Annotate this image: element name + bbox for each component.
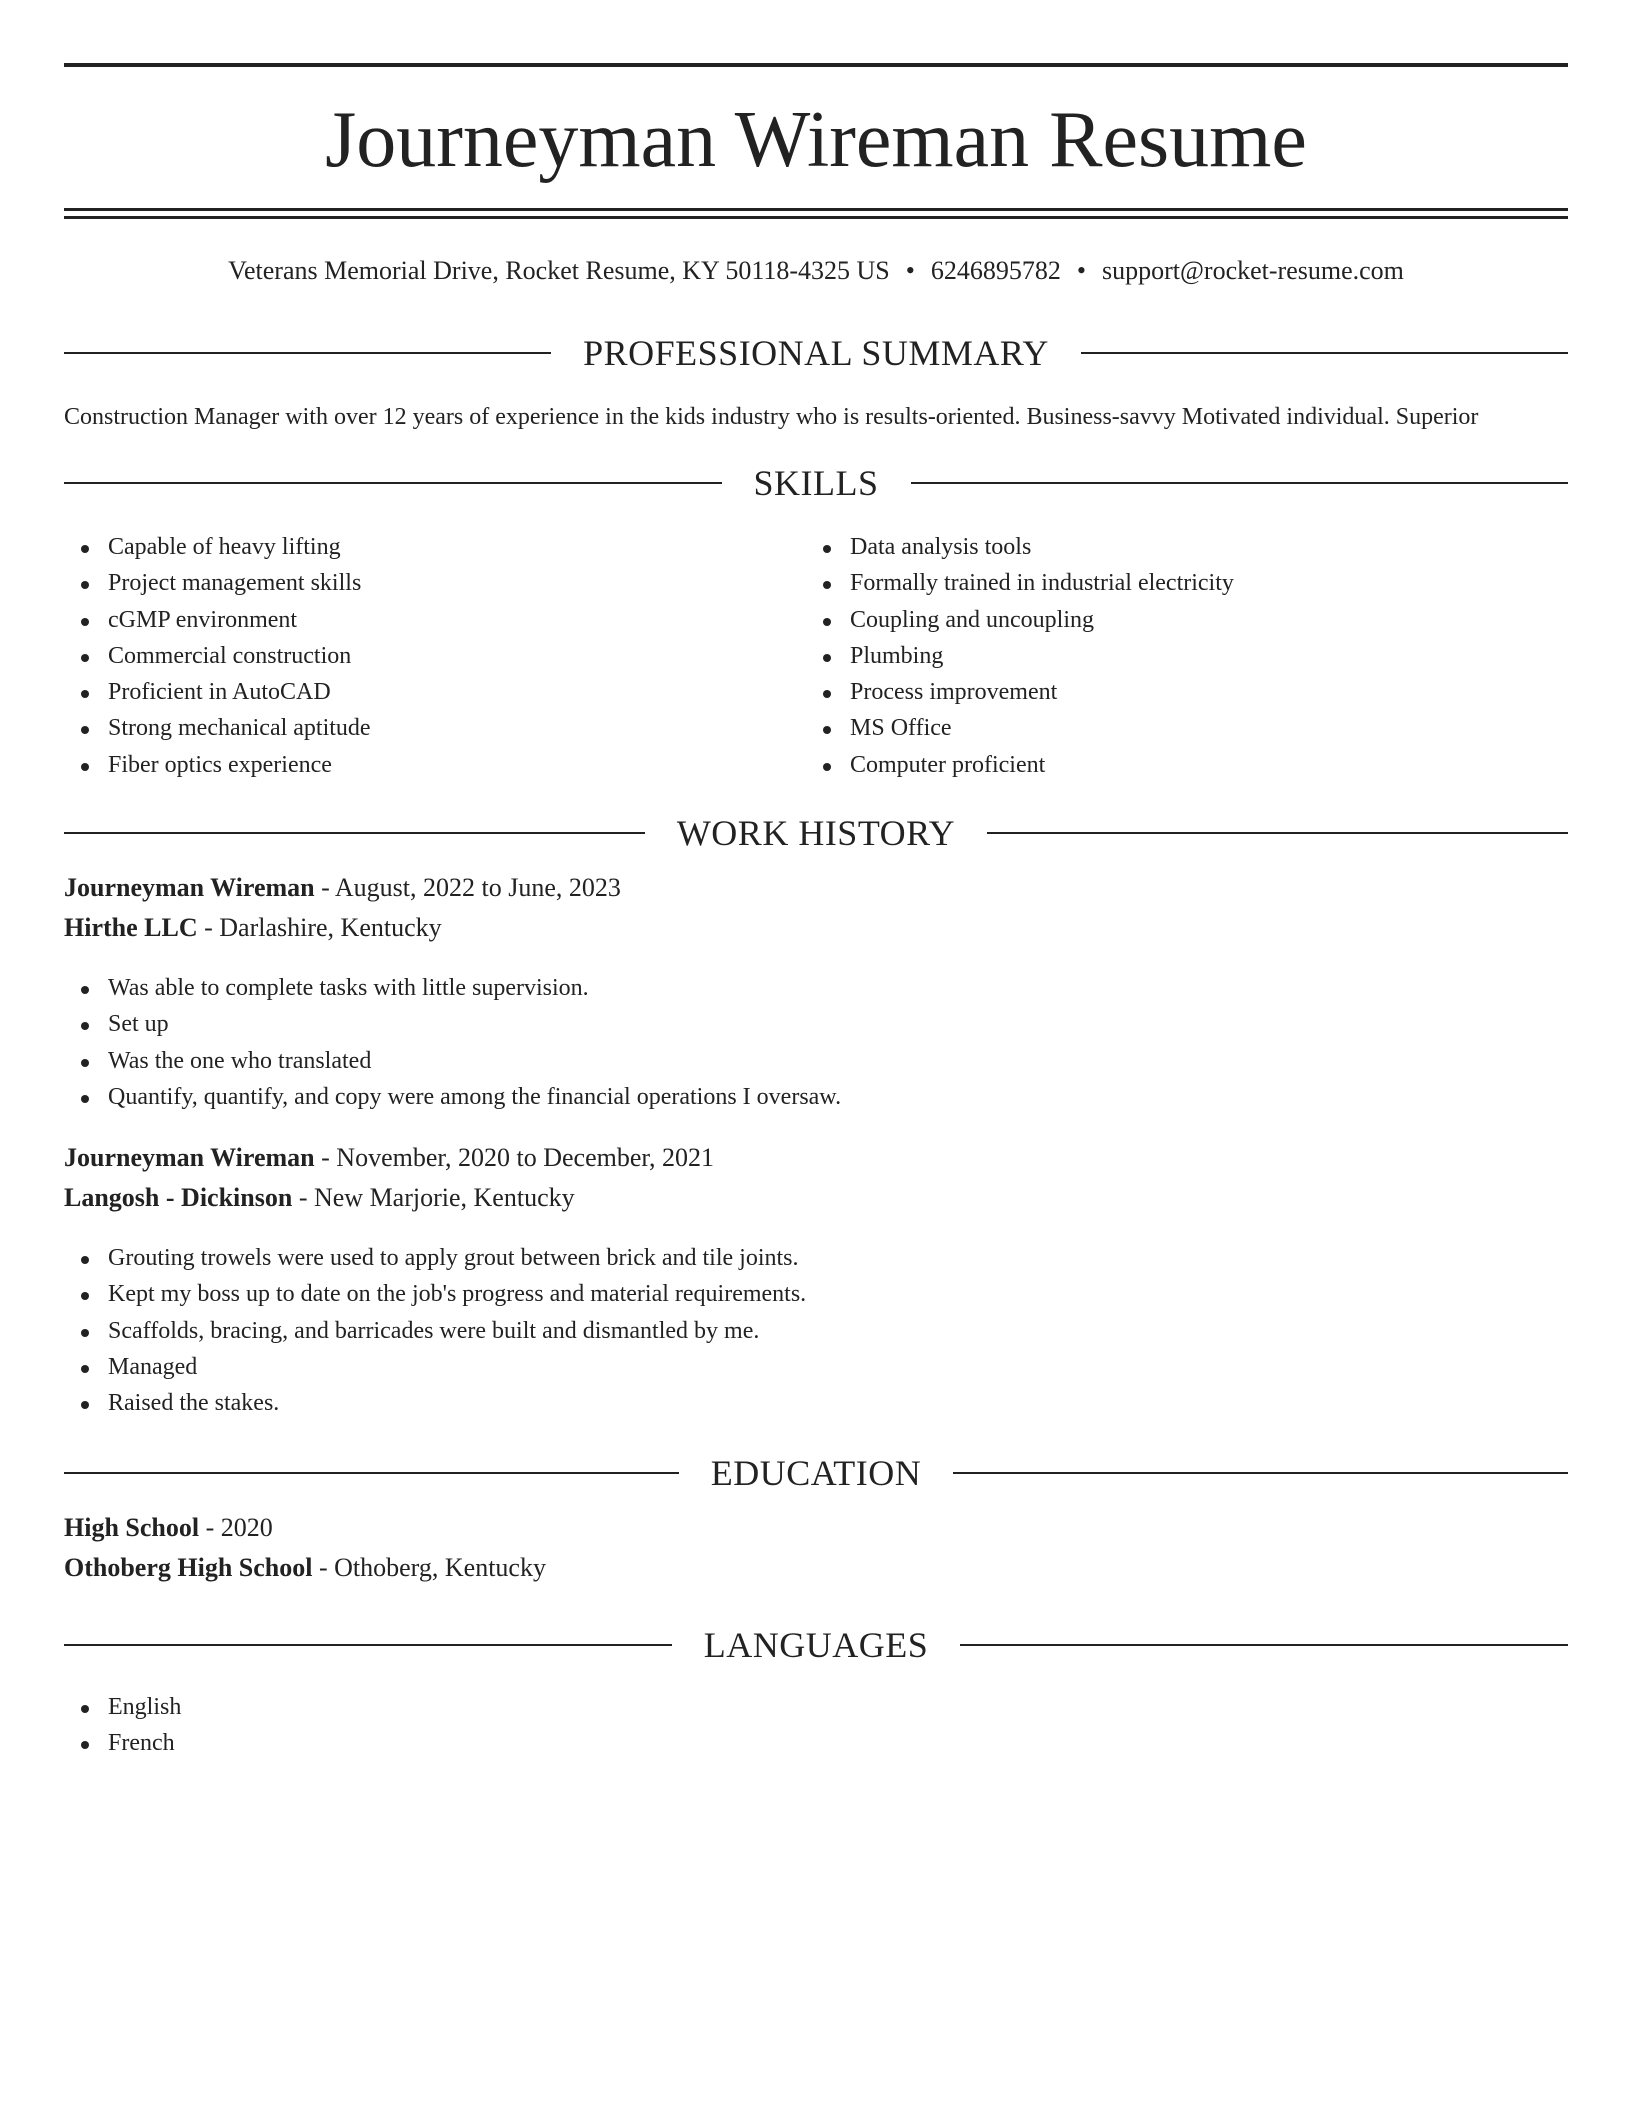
languages-list: [64, 1689, 1568, 1762]
heading-rule: [64, 352, 551, 354]
job-dates: - August, 2022 to June, 2023: [314, 873, 621, 902]
education-location: - Othoberg, Kentucky: [312, 1553, 546, 1582]
job-duty: Managed: [64, 1349, 1568, 1385]
job-duties-list: [64, 970, 1568, 1115]
section-heading-languages: [64, 1623, 1568, 1667]
contact-separator: •: [905, 256, 915, 285]
section-title: SKILLS: [753, 463, 879, 503]
job-duty: Grouting trowels were used to apply grout between brick and tile joints.: [64, 1240, 1568, 1276]
job-duties-list: [64, 1240, 1568, 1421]
job-title-line: [64, 870, 1568, 906]
education-year: - 2020: [199, 1513, 273, 1542]
job-duty: Was the one who translated: [64, 1043, 1568, 1079]
contact-address: Veterans Memorial Drive, Rocket Resume, KY 50118-4325 US: [228, 256, 890, 285]
section-title: EDUCATION: [710, 1453, 922, 1493]
job-location: - Darlashire, Kentucky: [197, 913, 442, 942]
contact-line: [64, 253, 1568, 289]
skills-list-right: [806, 529, 1566, 783]
heading-rule: [987, 832, 1568, 834]
skill-item: Computer proficient: [806, 747, 1566, 783]
section-title: PROFESSIONAL SUMMARY: [583, 333, 1049, 373]
job-duty: Scaffolds, bracing, and barricades were built and dismantled by me.: [64, 1313, 1568, 1349]
education-degree: High School: [64, 1513, 200, 1542]
job-location: - New Marjorie, Kentucky: [292, 1183, 575, 1212]
section-heading-education: [64, 1451, 1568, 1495]
job-duty: Set up: [64, 1006, 1568, 1042]
heading-rule: [960, 1644, 1568, 1646]
heading-rule: [64, 832, 645, 834]
job-company: Hirthe LLC: [64, 913, 198, 942]
skill-item: Fiber optics experience: [64, 747, 764, 783]
skill-item: Strong mechanical aptitude: [64, 710, 764, 746]
job-company: Langosh - Dickinson: [64, 1183, 293, 1212]
education-degree-line: [64, 1510, 1568, 1546]
language-item: English: [64, 1689, 1568, 1725]
job-duty: Quantify, quantify, and copy were among the financial operations I oversaw.: [64, 1079, 1568, 1115]
skill-item: Proficient in AutoCAD: [64, 674, 764, 710]
title-rule-lower: [64, 216, 1568, 219]
heading-rule: [64, 1472, 679, 1474]
summary-text: Construction Manager with over 12 years of experience in the kids industry who is results-oriented. Business-savvy Motivated individual. Superior: [64, 404, 1479, 430]
heading-rule: [1081, 352, 1568, 354]
skill-item: cGMP environment: [64, 602, 764, 638]
skill-item: MS Office: [806, 710, 1566, 746]
job-duty: Was able to complete tasks with little supervision.: [64, 970, 1568, 1006]
section-heading-summary: [64, 331, 1568, 375]
heading-rule: [64, 482, 722, 484]
job-duty: Raised the stakes.: [64, 1385, 1568, 1421]
skills-list-left: [64, 529, 764, 783]
skill-item: Commercial construction: [64, 638, 764, 674]
contact-phone: 6246895782: [930, 256, 1061, 285]
job-company-line: [64, 910, 1568, 946]
contact-email[interactable]: support@rocket-resume.com: [1101, 256, 1404, 285]
job-title: Journeyman Wireman: [64, 1143, 315, 1172]
language-item: French: [64, 1725, 1568, 1761]
section-heading-work: [64, 811, 1568, 855]
top-rule: [64, 63, 1568, 67]
section-heading-skills: [64, 461, 1568, 505]
job-duty: Kept my boss up to date on the job's progress and material requirements.: [64, 1276, 1568, 1312]
job-title-line: [64, 1140, 1568, 1176]
education-school-line: [64, 1550, 1568, 1586]
job-title: Journeyman Wireman: [64, 873, 315, 902]
heading-rule: [911, 482, 1569, 484]
resume-title: Journeyman Wireman Resume: [325, 96, 1307, 184]
skill-item: Coupling and uncoupling: [806, 602, 1566, 638]
skill-item: Process improvement: [806, 674, 1566, 710]
skill-item: Data analysis tools: [806, 529, 1566, 565]
section-title: WORK HISTORY: [676, 813, 956, 853]
skill-item: Formally trained in industrial electricity: [806, 565, 1566, 601]
contact-separator: •: [1076, 256, 1086, 285]
skill-item: Capable of heavy lifting: [64, 529, 764, 565]
skill-item: Project management skills: [64, 565, 764, 601]
section-title: LANGUAGES: [703, 1625, 929, 1665]
job-company-line: [64, 1180, 1568, 1216]
title-rule-upper: [64, 208, 1568, 211]
heading-rule: [953, 1472, 1568, 1474]
education-school: Othoberg High School: [64, 1553, 313, 1582]
job-dates: - November, 2020 to December, 2021: [314, 1143, 714, 1172]
heading-rule: [64, 1644, 672, 1646]
skill-item: Plumbing: [806, 638, 1566, 674]
